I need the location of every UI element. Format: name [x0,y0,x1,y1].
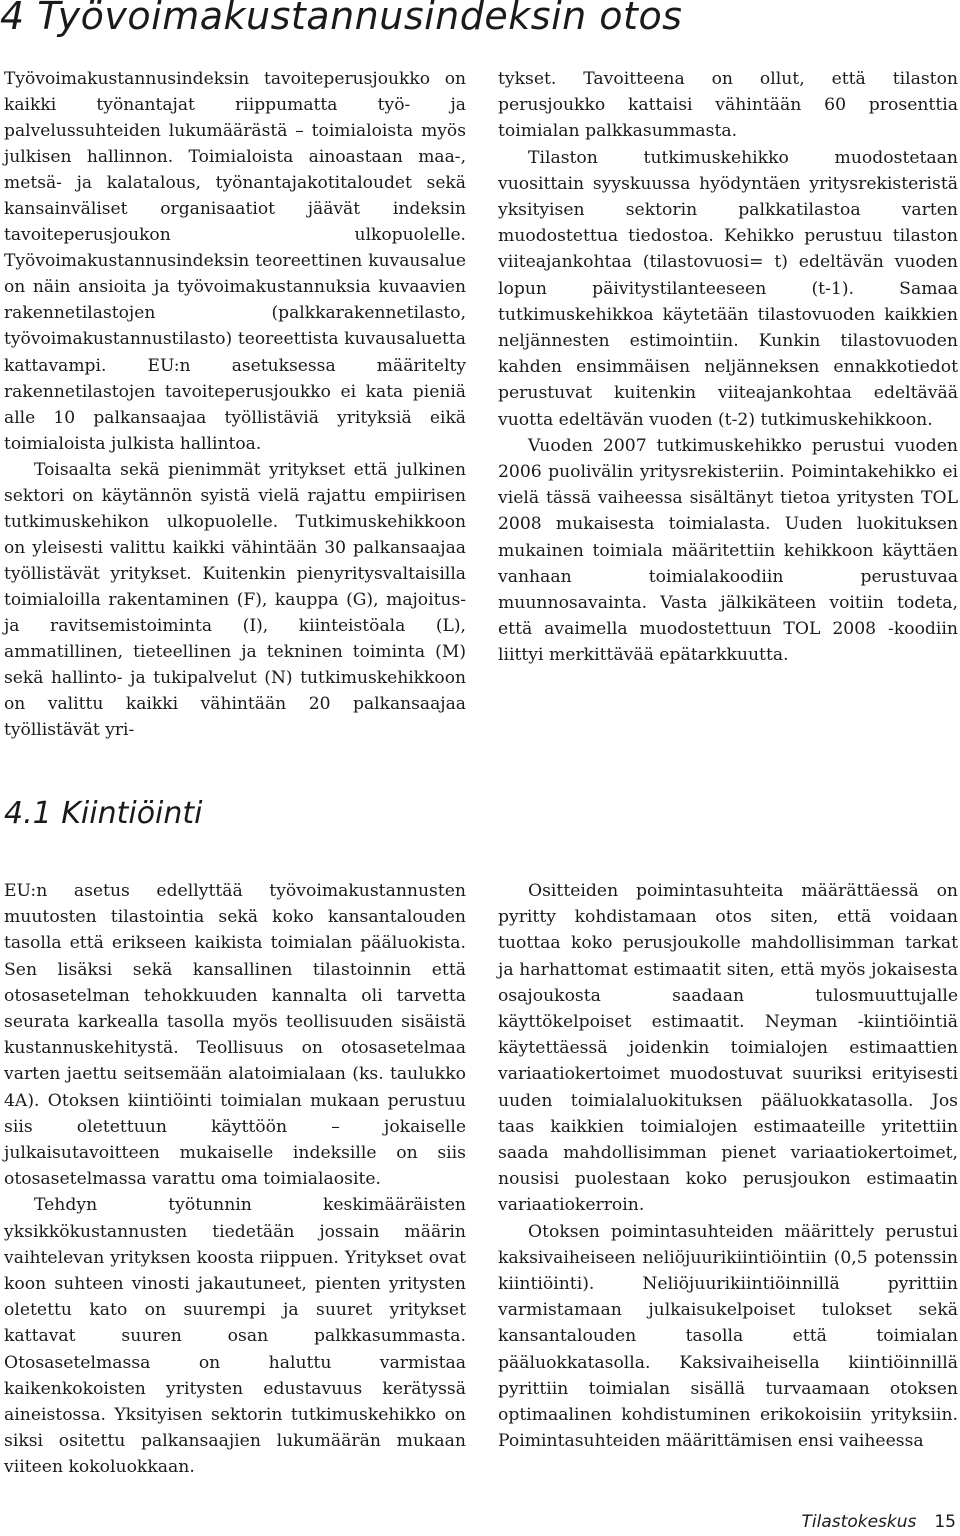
paragraph: Vuoden 2007 tutkimuskehikko perustui vuoden 2006 puolivälin yritysrekisteriin. Poimintakehikko ei vielä tässä vaiheessa sisältänyt tietoa yritysten TOL 2008 mukaisesta toimialasta. Uuden luokituksen mukainen toimiala määritettiin kehikkoon käyttäen vanhaan toimialakoodiin perustuvaa muunnosavainta. Vasta jälkikäteen voitiin todeta, että avaimella muodostettuun TOL 2008 -koodiin liittyi merkittävää epätarkkuutta. [498,435,958,666]
subsection-heading: 4.1 Kiintiöinti [4,796,203,831]
paragraph: Työvoimakustannusindeksin tavoiteperusjoukko on kaikki työnantajat riippumatta työ- ja palvelussuhteiden lukumäärästä – toimialoista myös julkisen hallinnon. Toimialoista ainoastaan maa-, metsä- ja kalatalous, työnantajakotitaloudet sekä kansainväliset organisaatiot jäävät indeksin tavoiteperusjoukon ulkopuolelle. Työvoimakustannusindeksin teoreettinen kuvausalue on näin ansioita ja työvoimakustannuksia kuvaavien rakennetilastojen (palkkarakennetilasto, työvoimakustannustilasto) teoreettista kuvausaluetta kattavampi. EU:n asetuksessa määritelty rakennetilastojen tavoiteperusjoukko ei kata pieniä alle 10 palkansaajaa työllistäviä yrityksiä eikä toimialoista julkista hallintoa. [4,69,466,454]
paragraph: Tehdyn työtunnin keskimääräisten yksikkökustannusten tiedetään jossain määrin vaihtelevan yrityksen koosta riippuen. Yritykset ovat koon suhteen vinosti jakautuneet, pienten yritysten oletettu kato on suurempi ja suuret yritykset kattavat suuren osan palkkasummasta. Otosasetelmassa on haluttu varmistaa kaikenkokoisten yritysten edustavuus kerätyssä aineistossa. Yksityisen sektorin tutkimuskehikko on siksi ositettu palkansaajien lukumäärän mukaan viiteen kokoluokkaan. [4,1195,466,1478]
page-number: 15 [934,1512,956,1532]
column-2 [498,66,958,669]
column-1 [4,66,466,743]
publisher-name: Tilastokeskus [801,1512,917,1532]
paragraph: Tilaston tutkimuskehikko muodostetaan vuosittain syyskuussa hyödyntäen yritysrekisteristä yksityisen sektorin palkkatilastoa varten muodostettua tiedostoa. Kehikko perustuu tilaston viiteajankohtaa (tilastovuosi= t) edeltävän vuoden lopun päivitystilanteeseen (t-1). Samaa tutkimuskehikkoa käytetään tilastovuoden kaikkien neljännesten estimointiin. Kunkin tilastovuoden kahden ensimmäisen neljänneksen ennakkotiedot perustuvat kuitenkin viiteajankohtaa edeltävää vuotta edeltävän vuoden (t-2) tutkimuskehikkoon. [498,147,958,430]
paragraph: Toisaalta sekä pienimmät yritykset että julkinen sektori on käytännön syistä vielä rajattu empiirisen tutkimuskehikon ulkopuolelle. Tutkimuskehikkoon on yleisesti valittu kaikki vähintään 30 palkansaajaa työllistävät yritykset. Kuitenkin pienyritysvaltaisilla toimialoilla rakentaminen (F), kauppa (G), majoitus- ja ravitsemistoiminta (I), kiinteistöala (L), ammatillinen, tieteellinen ja tekninen toiminta (M) sekä hallinto- ja tukipalvelut (N) tutkimuskehikkoon on valittu kaikki vähintään 20 palkansaajaa työllistävät yri- [4,459,466,741]
paragraph: Ositteiden poimintasuhteita määrättäessä on pyritty kohdistamaan otos siten, että voidaan tuottaa koko perusjoukolle mahdollisimman tarkat ja harhattomat estimaatit siten, että myös jokaisesta osajoukosta saadaan tulosmuuttujalle käyttökelpoiset estimaatit. Neyman -kiintiöintiä käytettäessä joidenkin toimialojen estimaattien variaatiokertoimet muodostuvat suuriksi erityisesti uuden toimialaluokituksen pääluokkatasolla. Jos taas kaikkien toimialojen estimaateille yritettiin saada mahdollisimman pienet variaatiokertoimet, nousisi puolestaan koko perusjoukon estimaatin variaatiokerroin. [498,881,958,1216]
paragraph: EU:n asetus edellyttää työvoimakustannusten muutosten tilastointia sekä koko kansantalouden tasolla että erikseen kaikista toimialan pääluokista. Sen lisäksi sekä kansallinen tilastoinnin että otosasetelman tehokkuuden kannalta oli tarvetta seurata karkealla tasolla myös teollisuuden sisäistä kustannuskehitystä. Teollisuus on otosasetelmaa varten jaettu seitsemään alatoimialaan (ks. taulukko 4A). Otoksen kiintiöinti toimialan mukaan perustuu siis oletettuun käyttöön – jokaiselle julkaisutavoitteen mukaiselle indeksille on siis otosasetelmassa varattu oma toimialaosite. [4,881,466,1190]
section-heading: 4 Työvoimakustannusindeksin otos [0,0,683,38]
paragraph: Otoksen poimintasuhteiden määrittely perustui kaksivaiheiseen neliöjuurikiintiöintiin (0,5 potenssin kiintiöinti). Neliöjuurikiintiöinnillä pyrittiin varmistamaan julkaisukelpoiset tulokset sekä kansantalouden tasolla että toimialan pääluokkatasolla. Kaksivaiheisella kiintiöinnillä pyrittiin toimialan sisällä turvaamaan otoksen optimaalinen kohdistuminen erikokoisiin yrityksiin. Poimintasuhteiden määrittämisen ensi vaiheessa [498,1221,958,1452]
column-4 [498,878,958,1454]
paragraph: tykset. Tavoitteena on ollut, että tilaston perusjoukko kattaisi vähintään 60 prosenttia toimialan palkkasummasta. [498,69,958,142]
column-3 [4,878,466,1481]
page-footer [600,1510,956,1534]
